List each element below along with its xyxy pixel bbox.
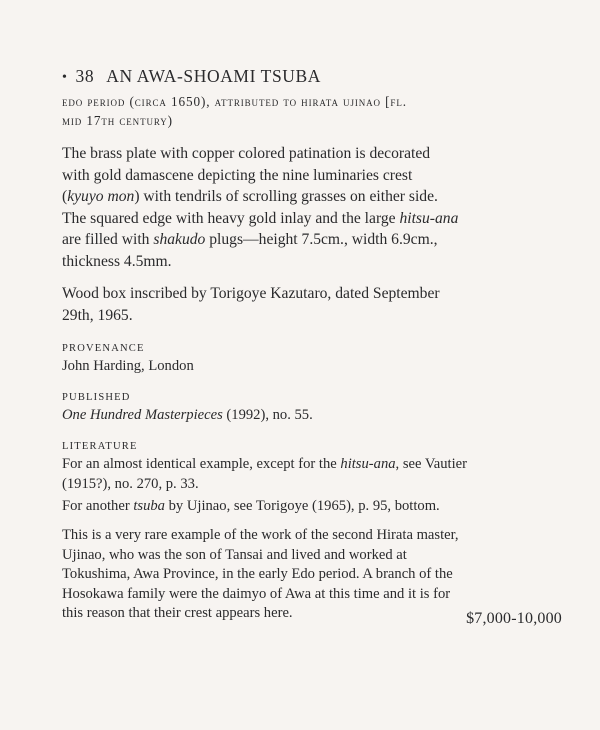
description-line: The squared edge with heavy gold inlay and the large hitsu-ana <box>62 209 459 227</box>
description-line: are filled with shakudo plugs—height 7.5cm., width 6.9cm., <box>62 231 438 248</box>
published-label: PUBLISHED <box>62 392 131 403</box>
description-line: with gold damascene depicting the nine luminaries crest <box>62 166 413 184</box>
italic-term: hitsu-ana <box>399 209 459 227</box>
description-line: The brass plate with copper colored patination is decorated <box>62 145 431 162</box>
literature-label: LITERATURE <box>62 441 138 452</box>
lot-description <box>62 143 570 272</box>
note-line: this reason that their crest appears here. <box>62 605 293 621</box>
italic-term: hitsu-ana <box>340 456 396 472</box>
note-line: Tokushima, Awa Province, in the early Edo period. A branch of the <box>62 566 453 582</box>
italic-term: kyuyo mon <box>67 188 135 205</box>
box-note <box>62 283 570 326</box>
literature-line: For another tsuba by Ujinao, see Torigoye (1965), p. 95, bottom. <box>62 498 440 514</box>
literature-text <box>62 455 570 517</box>
note-line: This is a very rare example of the work of the second Hirata master, <box>62 527 459 543</box>
italic-term: shakudo <box>153 231 206 248</box>
lot-number: 38 <box>75 66 95 86</box>
catalogue-note <box>62 526 570 624</box>
subtitle-line-2: mid 17th century) <box>62 113 173 128</box>
description-line: thickness 4.5mm. <box>62 252 172 270</box>
lot-title: AN AWA-SHOAMI TSUBA <box>106 66 322 86</box>
note-line: Hosokawa family were the daimyo of Awa at this time and it is for <box>62 585 451 602</box>
lot-subtitle <box>62 92 562 130</box>
lot-heading <box>62 66 321 87</box>
lot-bullet: • <box>62 70 68 85</box>
literature-line: For an almost identical example, except for the hitsu-ana, see Vautier <box>62 456 468 472</box>
provenance-label: PROVENANCE <box>62 343 145 354</box>
book-title: One Hundred Masterpieces <box>62 407 223 423</box>
estimate: $7,000-10,000 <box>466 610 562 627</box>
italic-term: tsuba <box>133 498 165 514</box>
literature-line: (1915?), no. 270, p. 33. <box>62 475 199 492</box>
description-line: (kyuyo mon) with tendrils of scrolling grasses on either side. <box>62 188 438 205</box>
published-text: One Hundred Masterpieces (1992), no. 55. <box>62 407 313 423</box>
note-line: Ujinao, who was the son of Tansai and lived and worked at <box>62 546 407 563</box>
provenance-text: John Harding, London <box>62 358 194 374</box>
box-note-line: 29th, 1965. <box>62 306 133 324</box>
subtitle-line-1: edo period (circa 1650), attributed to hirata ujinao [fl. <box>62 94 407 109</box>
box-note-line: Wood box inscribed by Torigoye Kazutaro, dated September <box>62 285 440 302</box>
